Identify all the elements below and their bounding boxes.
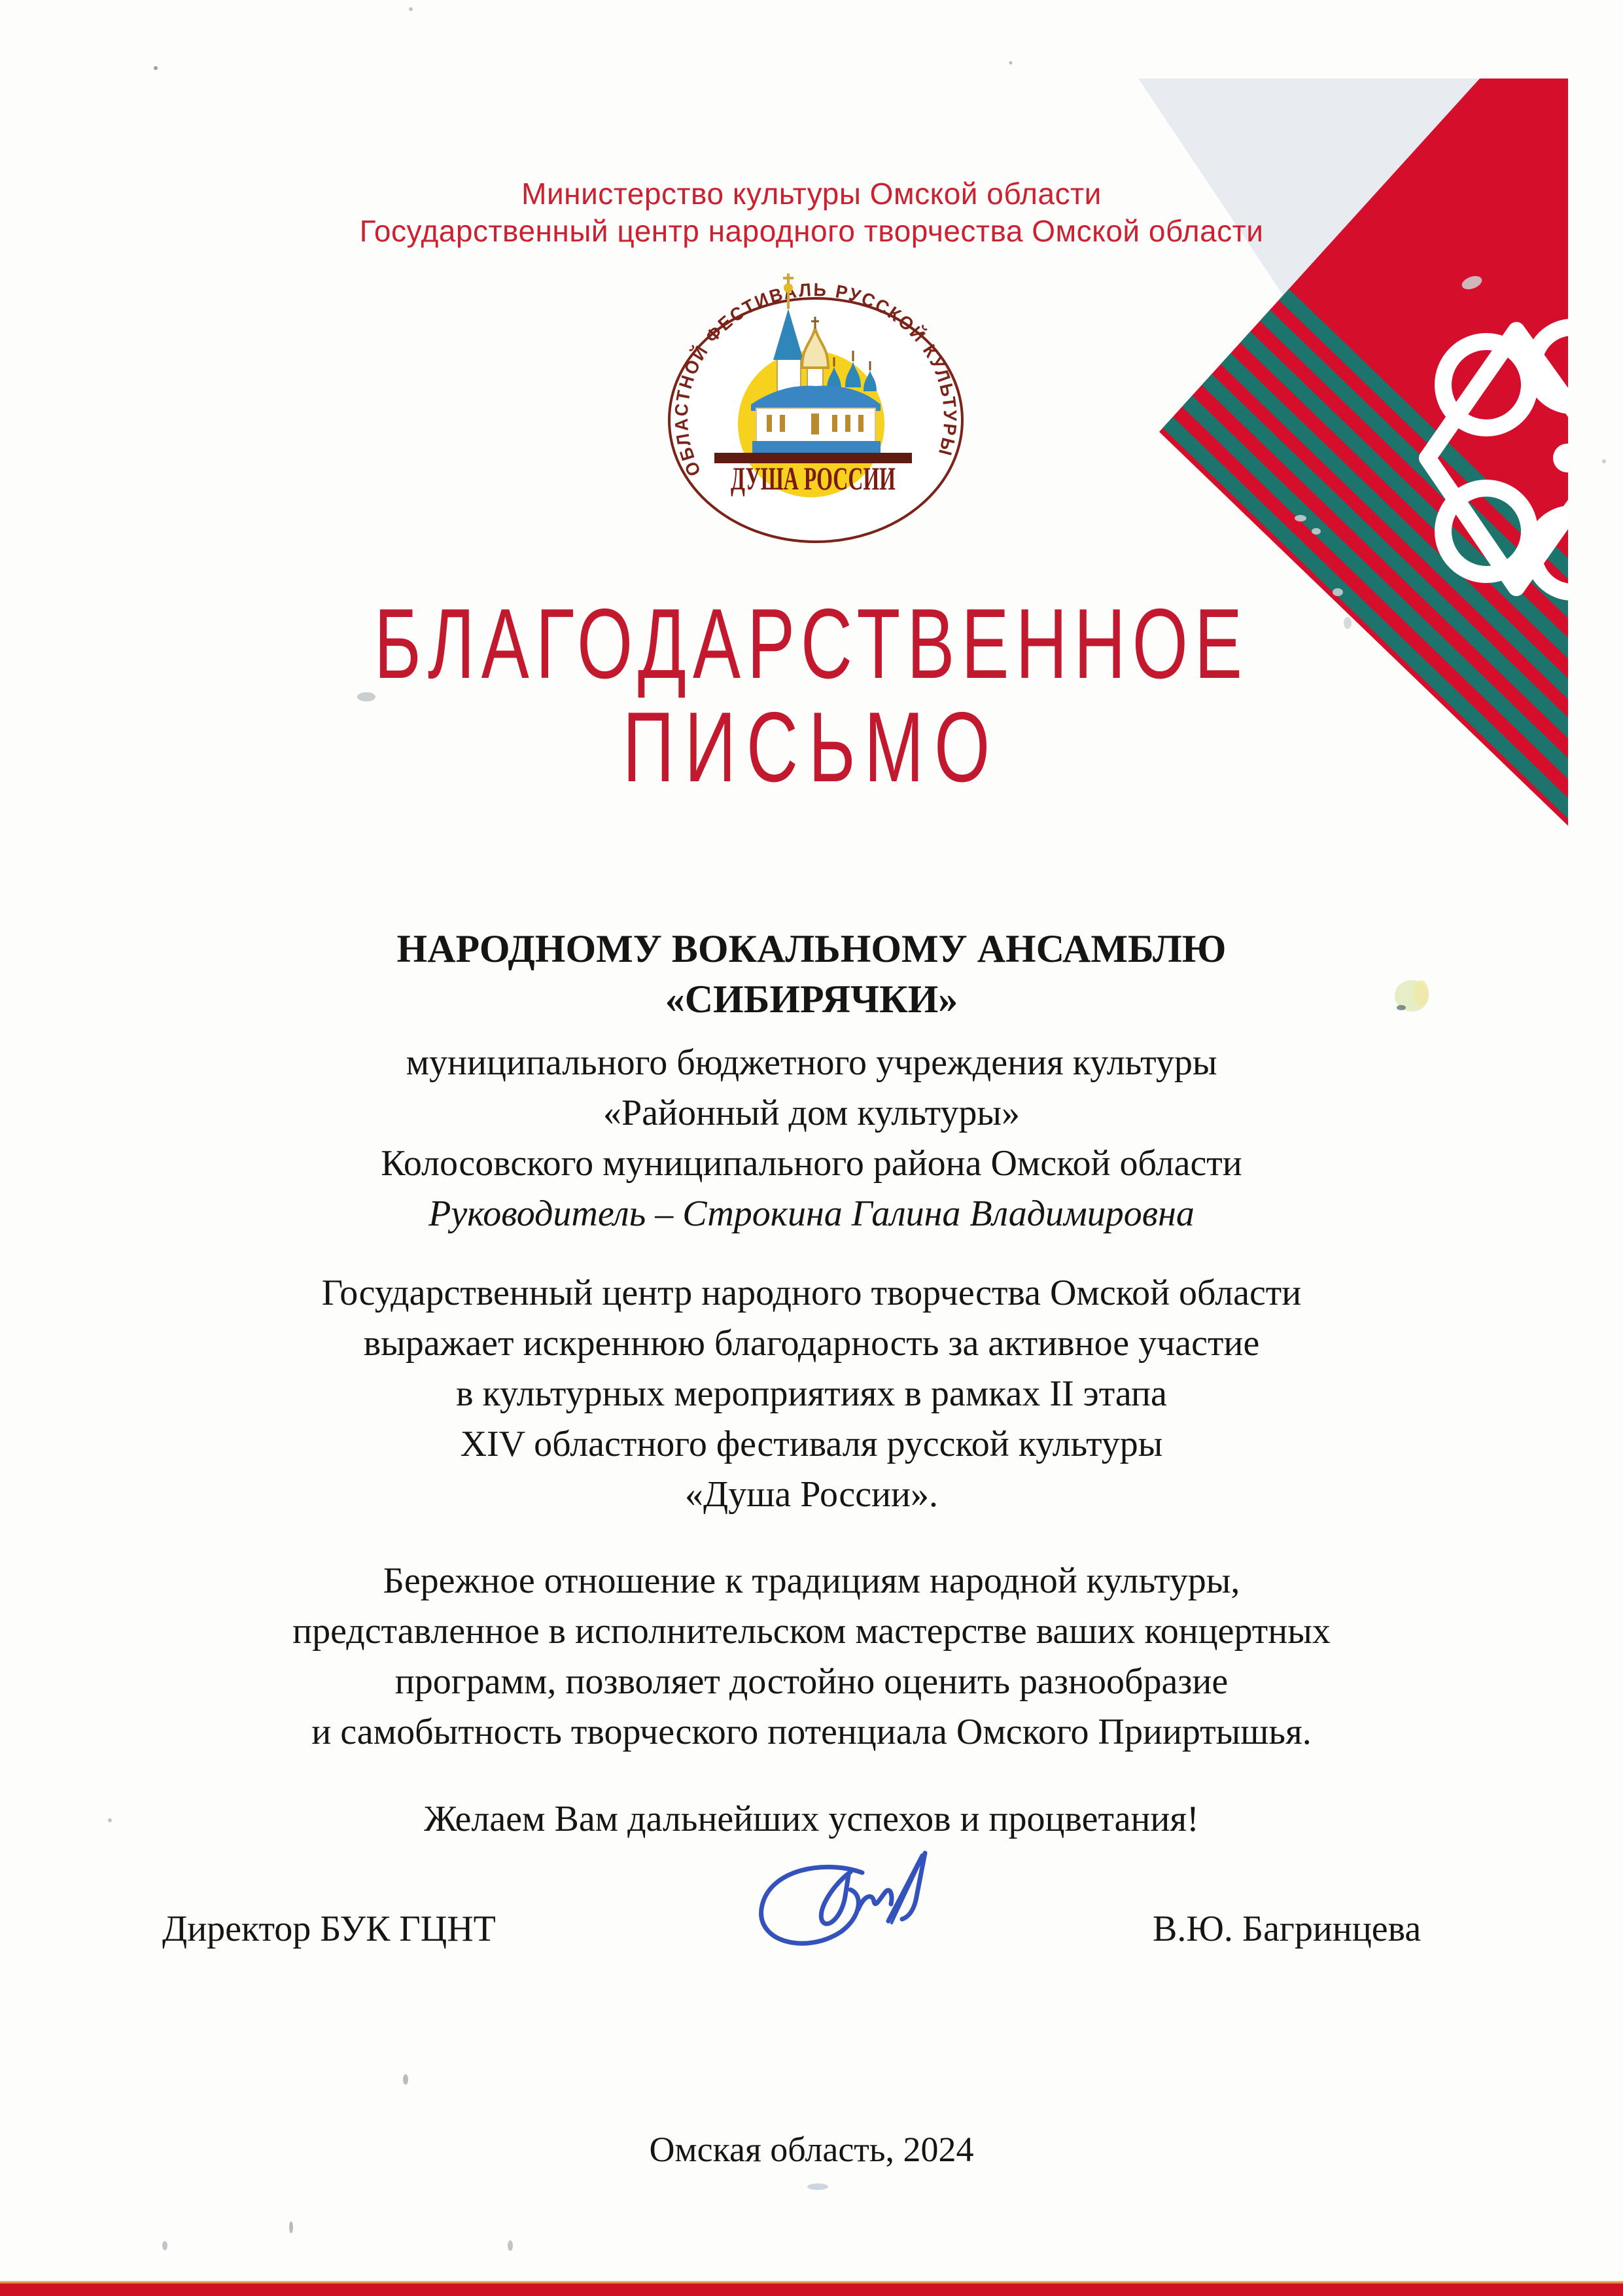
gratitude-paragraph	[0, 1268, 1623, 1520]
logo-ring-text: ОБЛАСТНОЙ ФЕСТИВАЛЬ РУССКОЙ КУЛЬТУРЫ	[671, 279, 961, 480]
ministry-header	[0, 175, 1623, 250]
bottom-edge-strip	[0, 2281, 1623, 2296]
certificate-title	[0, 588, 1623, 803]
traditions-line2: представленное в исполнительском мастерстве ваших концертных	[292, 1611, 1331, 1651]
festival-logo	[669, 274, 962, 542]
ministry-header-line1: Министерство культуры Омской области	[521, 177, 1102, 211]
wishes-line: Желаем Вам дальнейших успехов и процветания!	[424, 1799, 1199, 1839]
recipient-name-line2: «СИБИРЯЧКИ»	[665, 978, 958, 1021]
gratitude-line2: выражает искреннюю благодарность за активное участие	[363, 1323, 1260, 1364]
gratitude-line4: XIV областного фестиваля русской культуры	[460, 1424, 1163, 1464]
gratitude-line1: Государственный центр народного творчества Омской области	[321, 1273, 1302, 1313]
traditions-paragraph	[0, 1556, 1623, 1757]
director-signature	[761, 1853, 925, 1943]
certificate-title-line1: БЛАГОДАРСТВЕННОЕ	[374, 588, 1249, 699]
traditions-line1: Бережное отношение к традициям народной культуры,	[383, 1561, 1240, 1601]
traditions-line4: и самобытность творческого потенциала Омского Прииртышья.	[311, 1712, 1312, 1752]
traditions-line3: программ, позволяет достойно оценить разнообразие	[394, 1661, 1229, 1702]
leader-line: Руководитель – Строкина Галина Владимировна	[428, 1193, 1195, 1234]
gratitude-line5: «Душа России».	[685, 1474, 938, 1515]
recipient-org-line3: Колосовского муниципального района Омской области	[381, 1143, 1242, 1184]
director-name: В.Ю. Багринцева	[1153, 1909, 1422, 1949]
recipient-name-line1: НАРОДНОМУ ВОКАЛЬНОМУ АНСАМБЛЮ	[396, 927, 1227, 970]
certificate-title-line2: ПИСЬМО	[622, 692, 1001, 803]
ministry-header-line2: Государственный центр народного творчества Омской области	[359, 214, 1264, 248]
gratitude-line3: в культурных мероприятиях в рамках II этапа	[456, 1373, 1167, 1414]
recipient-block	[0, 924, 1623, 1239]
director-title: Директор БУК ГЦНТ	[162, 1909, 496, 1949]
footer-region-year: Омская область, 2024	[649, 2130, 974, 2169]
recipient-org-line1: муниципального бюджетного учреждения культуры	[406, 1042, 1217, 1083]
logo-name-text: ДУША РОССИИ	[731, 460, 896, 497]
recipient-org-line2: «Районный дом культуры»	[602, 1093, 1021, 1133]
